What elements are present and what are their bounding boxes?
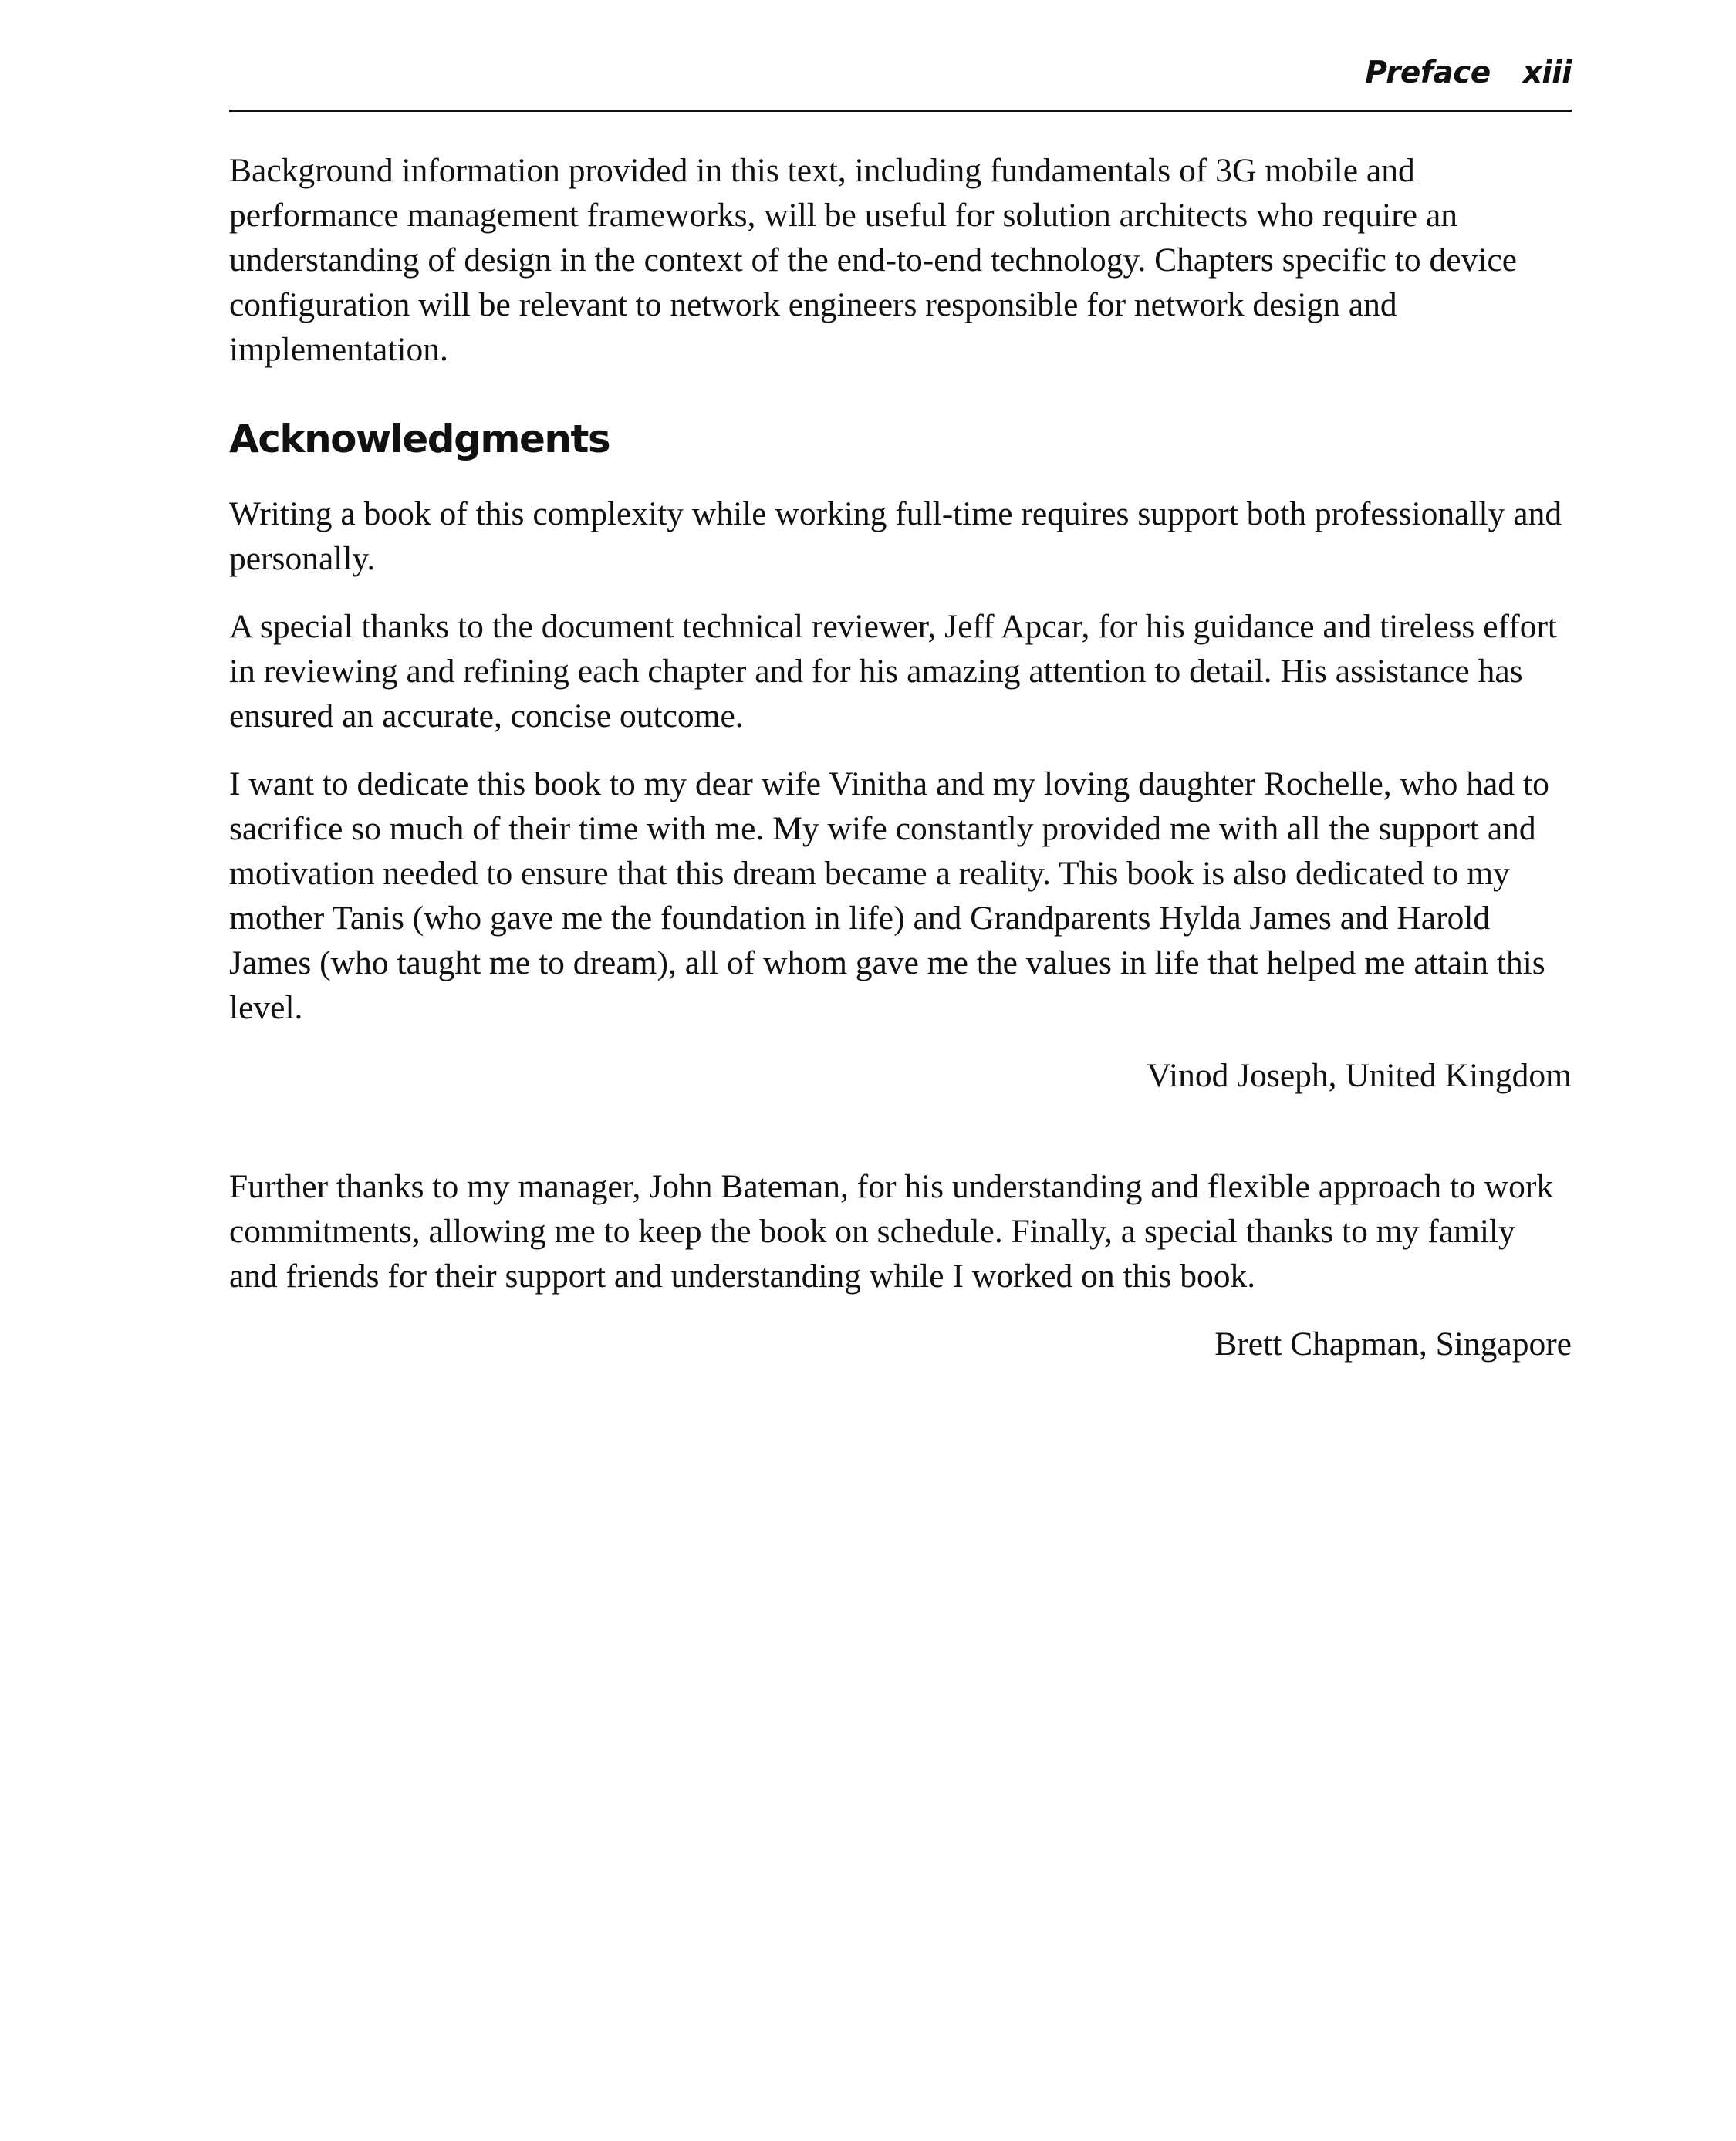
signature-vinod: Vinod Joseph, United Kingdom: [1147, 1057, 1572, 1094]
ack-paragraph-2: A special thanks to the document technical reviewer, Jeff Apcar, for his guidance and tireless effort in reviewing and refining each chapter and for his amazing attention to detail. His assistance has ensured an accurate, concise outcome.: [229, 608, 1558, 734]
ack-paragraph-3: I want to dedicate this book to my dear wife Vinitha and my loving daughter Rochelle, who had to sacrifice so much of their time with me. My wife constantly provided me with all the support and motivation needed to ensure that this dream became a reality. This book is also dedicated to my mother Tanis (who gave me the foundation in life) and Grandparents Hylda James and Harold James (who taught me to dream), all of whom gave me the values in life that helped me attain this level.: [229, 765, 1549, 1026]
acknowledgments-heading: Acknowledgments: [229, 417, 610, 461]
section-title: Preface: [1365, 56, 1491, 90]
signature-brett: Brett Chapman, Singapore: [1214, 1325, 1572, 1363]
running-head: [1365, 56, 1572, 90]
ack-paragraph-1: Writing a book of this complexity while working full-time requires support both professionally and personally.: [229, 495, 1562, 577]
ack-paragraph-4: Further thanks to my manager, John Bateman, for his understanding and flexible approach to work commitments, allowing me to keep the book on schedule. Finally, a special thanks to my family and friends for their support and understanding while I worked on this book.: [229, 1168, 1554, 1295]
intro-paragraph: Background information provided in this text, including fundamentals of 3G mobile and performance management frameworks, will be useful for solution architects who require an understanding of design in the context of the end-to-end technology. Chapters specific to device configuration will be relevant to network engineers responsible for network design and implementation.: [229, 152, 1518, 368]
page-number: xiii: [1522, 56, 1572, 90]
header-rule: [229, 110, 1572, 112]
body-text: [229, 148, 1572, 1390]
